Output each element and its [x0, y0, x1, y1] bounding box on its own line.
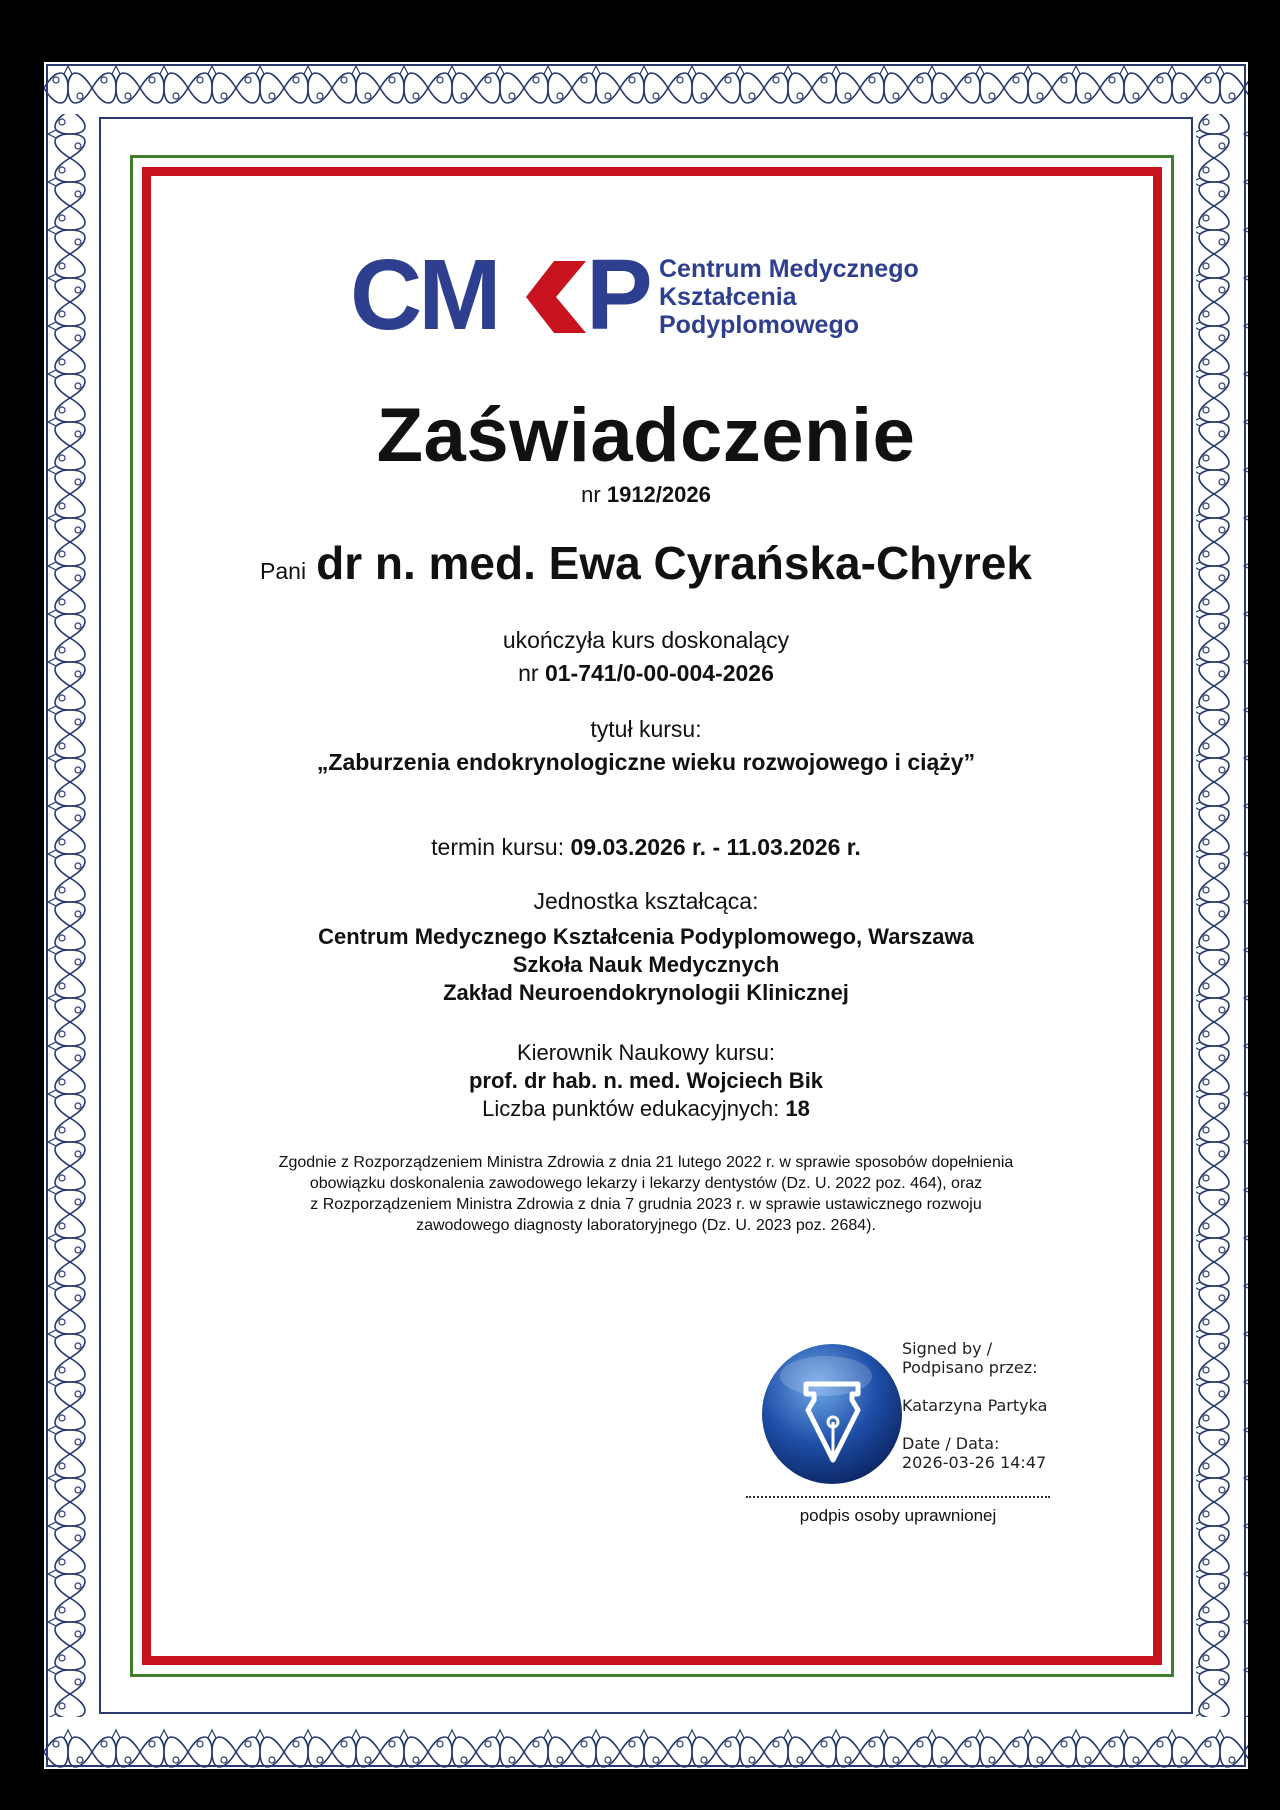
- signature-date-label: Date / Data:: [902, 1434, 1000, 1453]
- completed-text: ukończyła kurs doskonalący: [502, 627, 790, 653]
- points-label: Liczba punktów edukacyjnych:: [482, 1096, 780, 1121]
- recipient-name: dr n. med. Ewa Cyrańska-Chyrek: [316, 537, 1032, 589]
- term-value: 09.03.2026 r. - 11.03.2026 r.: [570, 834, 861, 860]
- signed-by-line: Podpisano przez:: [902, 1358, 1038, 1377]
- document-title: Zaświadczenie: [376, 393, 916, 478]
- points-value: 18: [785, 1096, 810, 1121]
- director-label: Kierownik Naukowy kursu:: [517, 1040, 775, 1065]
- signed-by-line: Signed by /: [902, 1339, 993, 1358]
- certificate-number-value: 1912/2026: [606, 482, 711, 507]
- logo-line: Kształcenia: [659, 283, 797, 311]
- unit-label: Jednostka kształcąca:: [533, 888, 759, 914]
- logo-line: Podyplomowego: [659, 311, 859, 339]
- signature-caption: podpis osoby uprawnionej: [799, 1506, 997, 1525]
- course-number-prefix: nr: [518, 660, 539, 686]
- course-title-label: tytuł kursu:: [590, 716, 702, 742]
- digital-signature-details: [902, 1339, 1047, 1472]
- director-name: prof. dr hab. n. med. Wojciech Bik: [468, 1068, 824, 1093]
- certificate-number: [44, 482, 1248, 508]
- svg-text:CM: CM: [350, 245, 498, 345]
- course-title: „Zaburzenia endokrynologiczne wieku rozwojowego i ciąży”: [316, 749, 976, 775]
- certificate-page: [44, 62, 1248, 1769]
- logo-line: Centrum Medycznego: [659, 255, 919, 283]
- signature-line: [746, 1496, 1050, 1498]
- course-number: [44, 660, 1248, 687]
- fountain-pen-nib-icon: [760, 1342, 905, 1487]
- unit-line: Zakład Neuroendokrynologii Klinicznej: [443, 980, 849, 1005]
- education-points: [44, 1096, 1248, 1122]
- signature-date-value: 2026-03-26 14:47: [902, 1453, 1047, 1472]
- legal-line: z Rozporządzeniem Ministra Zdrowia z dnia 7 grudnia 2023 r. w sprawie ustawicznego rozwoju: [310, 1196, 982, 1213]
- legal-line: zawodowego diagnosty laboratoryjnego (Dz. U. 2023 poz. 2684).: [416, 1217, 876, 1234]
- certificate-number-prefix: nr: [581, 482, 601, 507]
- unit-line: Centrum Medycznego Kształcenia Podyplomowego, Warszawa: [318, 924, 974, 949]
- recipient-line: [44, 536, 1248, 590]
- legal-notice: [44, 1152, 1248, 1236]
- logo-text: [659, 255, 919, 339]
- course-term: [44, 834, 1248, 861]
- term-label: termin kursu:: [431, 834, 565, 860]
- legal-line: Zgodnie z Rozporządzeniem Ministra Zdrowia z dnia 21 lutego 2022 r. w sprawie sposobów dopełnienia: [278, 1154, 1014, 1171]
- unit-line: Szkoła Nauk Medycznych: [512, 952, 780, 977]
- certificate-content: [44, 62, 1248, 1769]
- signer-name: Katarzyna Partyka: [902, 1396, 1048, 1415]
- legal-line: obowiązku doskonalenia zawodowego lekarzy i lekarzy dentystów (Dz. U. 2022 poz. 464), oraz: [309, 1175, 983, 1192]
- svg-text:P: P: [586, 245, 653, 345]
- course-number-value: 01-741/0-00-004-2026: [544, 660, 774, 686]
- salutation: Pani: [260, 558, 307, 584]
